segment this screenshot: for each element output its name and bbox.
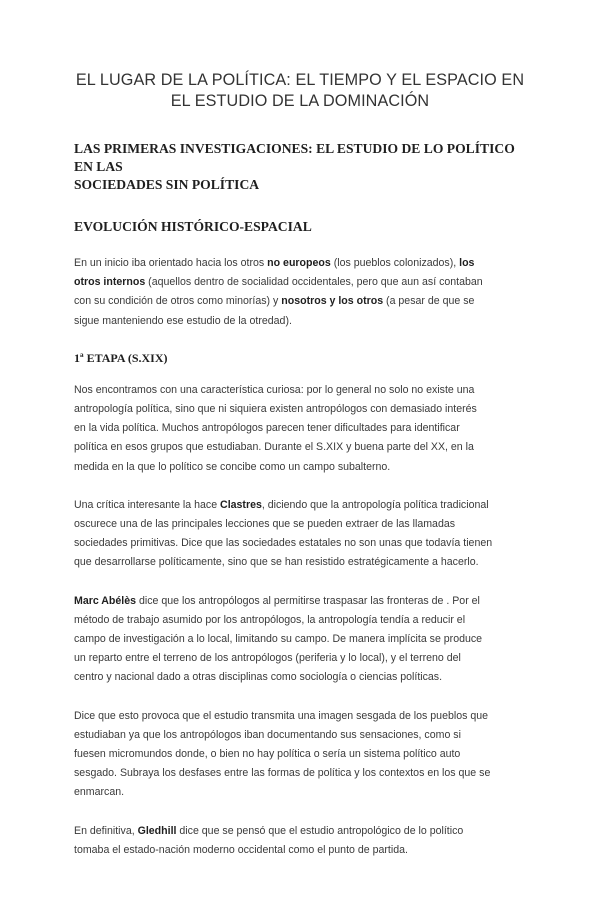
paragraph-gledhill bbox=[74, 822, 526, 860]
subsection-heading: EVOLUCIÓN HISTÓRICO-ESPACIAL bbox=[74, 219, 312, 234]
text-line: oscurece una de las principales lecciones que se pueden extraer de las llamadas bbox=[74, 518, 456, 531]
text-line: Dice que esto provoca que el estudio transmita una imagen sesgada de los pueblos que bbox=[74, 709, 489, 722]
paragraph-biased-image bbox=[74, 707, 526, 803]
text-line: en la vida política. Muchos antropólogos parecen tener dificultades para identificar bbox=[74, 422, 460, 435]
text-line: sociedades primitivas. Dice que las sociedades estatales no son unas que todavía tienen bbox=[74, 537, 493, 550]
text-line: antropología política, sino que ni siquiera existen antropólogos con demasiado interés bbox=[74, 403, 477, 416]
intro-paragraph bbox=[74, 254, 526, 331]
text-run: Una crítica interesante la hace bbox=[74, 498, 221, 511]
bold-term: nosotros y los otros bbox=[281, 295, 384, 308]
text-line: sigue manteniendo ese estudio de la otredad). bbox=[74, 314, 292, 327]
text-line: tomaba el estado-nación moderno occidental como el punto de partida. bbox=[74, 843, 408, 856]
bold-term: Clastres bbox=[220, 498, 262, 511]
text-run: (a pesar de que se bbox=[383, 295, 475, 308]
text-line: Nos encontramos con una característica curiosa: por lo general no solo no existe una bbox=[74, 383, 475, 396]
document-page bbox=[0, 70, 600, 918]
text-line: campo de investigación a lo local, limitando su campo. De manera implícita se produce bbox=[74, 633, 483, 646]
text-run: (aquellos dentro de socialidad occidentales, pero que aun así contaban bbox=[145, 276, 483, 289]
text-line: método de trabajo asumido por los antropólogos, la antropología tendía a reducir el bbox=[74, 613, 466, 626]
section-heading-line: LAS PRIMERAS INVESTIGACIONES: EL ESTUDIO DE LO POLÍTICO EN LAS bbox=[74, 141, 515, 174]
text-run: En definitiva, bbox=[74, 824, 138, 837]
text-run: con su condición de otros como minorías) y bbox=[74, 295, 282, 308]
text-line bbox=[74, 822, 526, 841]
text-run: dice que los antropólogos al permitirse traspasar las fronteras de . Por el bbox=[136, 594, 480, 607]
text-run: (los pueblos colonizados), bbox=[330, 257, 460, 269]
text-line: centro y nacional dado a otras disciplinas como sociología o ciencias políticas. bbox=[74, 671, 443, 684]
text-line: política en esos grupos que estudiaban. Durante el S.XIX y buena parte del XX, en la bbox=[74, 441, 474, 454]
bold-term: Gledhill bbox=[137, 824, 177, 837]
bold-term: los bbox=[459, 257, 475, 269]
stage-heading: 1ª ETAPA (S.XIX) bbox=[74, 350, 168, 365]
document-title-line: EL LUGAR DE LA POLÍTICA: EL TIEMPO Y EL ESPACIO EN bbox=[75, 71, 525, 89]
text-line bbox=[74, 496, 526, 515]
text-line: sesgado. Subraya los desfases entre las formas de política y los contextos en los que se bbox=[74, 767, 491, 780]
section-heading-line: SOCIEDADES SIN POLÍTICA bbox=[74, 177, 260, 192]
text-line: estudiaban ya que los antropólogos iban documentando sus sensaciones, como si bbox=[74, 728, 461, 741]
text-line: enmarcan. bbox=[74, 786, 125, 799]
section-heading bbox=[74, 140, 526, 194]
text-line: un reparto entre el terreno de los antropólogos (periferia y lo local), y el terreno del bbox=[74, 652, 461, 665]
bold-term: otros internos bbox=[74, 276, 146, 289]
text-line bbox=[74, 273, 526, 292]
bold-term: no europeos bbox=[267, 257, 331, 269]
paragraph-clastres bbox=[74, 496, 526, 573]
text-line: medida en la que lo político se concibe como un campo subalterno. bbox=[74, 460, 391, 473]
paragraph-abeles bbox=[74, 592, 526, 688]
text-line bbox=[74, 592, 526, 611]
text-run: , diciendo que la antropología política tradicional bbox=[261, 498, 489, 511]
bold-term: Marc Abélès bbox=[74, 594, 137, 607]
document-title-line: EL ESTUDIO DE LA DOMINACIÓN bbox=[170, 92, 430, 110]
text-run: dice que se pensó que el estudio antropológico de lo político bbox=[176, 824, 464, 837]
text-line bbox=[74, 254, 526, 273]
text-line bbox=[74, 292, 526, 311]
paragraph-anthropology bbox=[74, 381, 526, 477]
text-run: En un inicio iba orientado hacia los otros bbox=[74, 257, 268, 269]
text-line: que desarrollarse políticamente, sino que se han resistido estratégicamente a hacerlo. bbox=[74, 556, 479, 569]
document-title bbox=[74, 70, 526, 112]
text-line: fuesen micromundos donde, o bien no hay política o sería un sistema político auto bbox=[74, 748, 461, 761]
